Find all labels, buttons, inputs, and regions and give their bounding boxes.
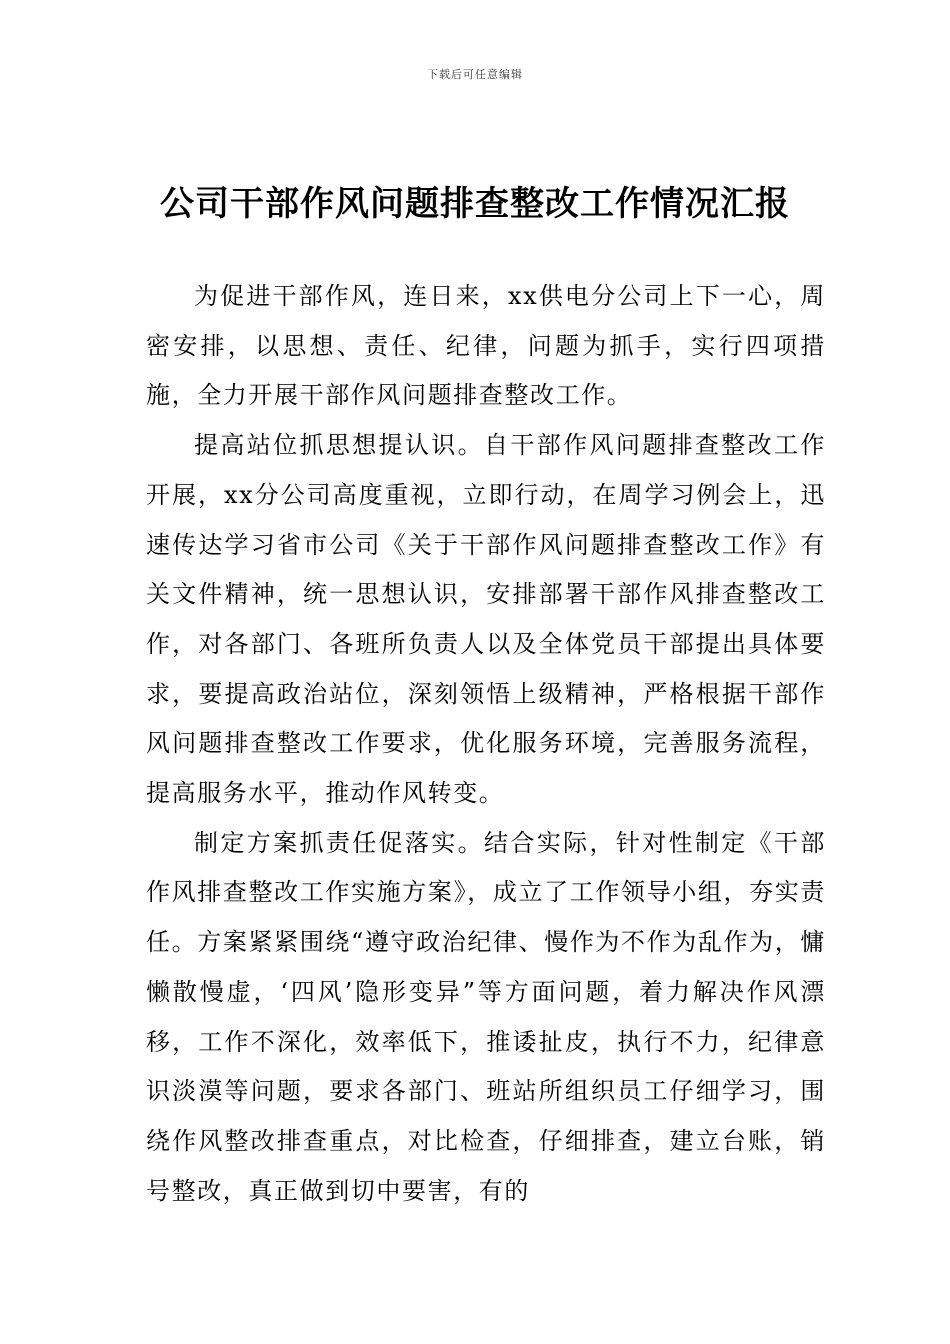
document-body — [146, 272, 826, 1216]
header-note: 下载后可任意编辑 — [427, 68, 523, 81]
paragraph-responsibility: 制定方案抓责任促落实。结合实际，针对性制定《干部作风排查整改工作实施方案》，成立了工作领导小组，夯实责任。方案紧紧围绕“遵守政治纪律、慢作为不作为乱作为，慵懒散慢虚，‘四风’隐形变异”等方面问题，着力解决作风漂移，工作不深化，效率低下，推诿扯皮，执行不力，纪律意识淡漠等问题，要求各部门、班站所组织员工仔细学习，围绕作风整改排查重点，对比检查，仔细排查，建立台账，销号整改，真正做到切中要害，有的 — [146, 828, 826, 1205]
paragraph-intro: 为促进干部作风，连日来，xx供电分公司上下一心，周密安排，以思想、责任、纪律，问题为抓手，实行四项措施，全力开展干部作风问题排查整改工作。 — [146, 282, 826, 410]
document-title: 公司干部作风问题排查整改工作情况汇报 — [160, 184, 790, 224]
paragraph-thinking: 提高站位抓思想提认识。自干部作风问题排查整改工作开展，xx分公司高度重视，立即行动，在周学习例会上，迅速传达学习省市公司《关于干部作风问题排查整改工作》有关文件精神，统一思想认识，安排部署干部作风排查整改工作，对各部门、各班所负责人以及全体党员干部提出具体要求，要提高政治站位，深刻领悟上级精神，严格根据干部作风问题排查整改工作要求，优化服务环境，完善服务流程，提高服务水平，推动作风转变。 — [146, 431, 826, 808]
